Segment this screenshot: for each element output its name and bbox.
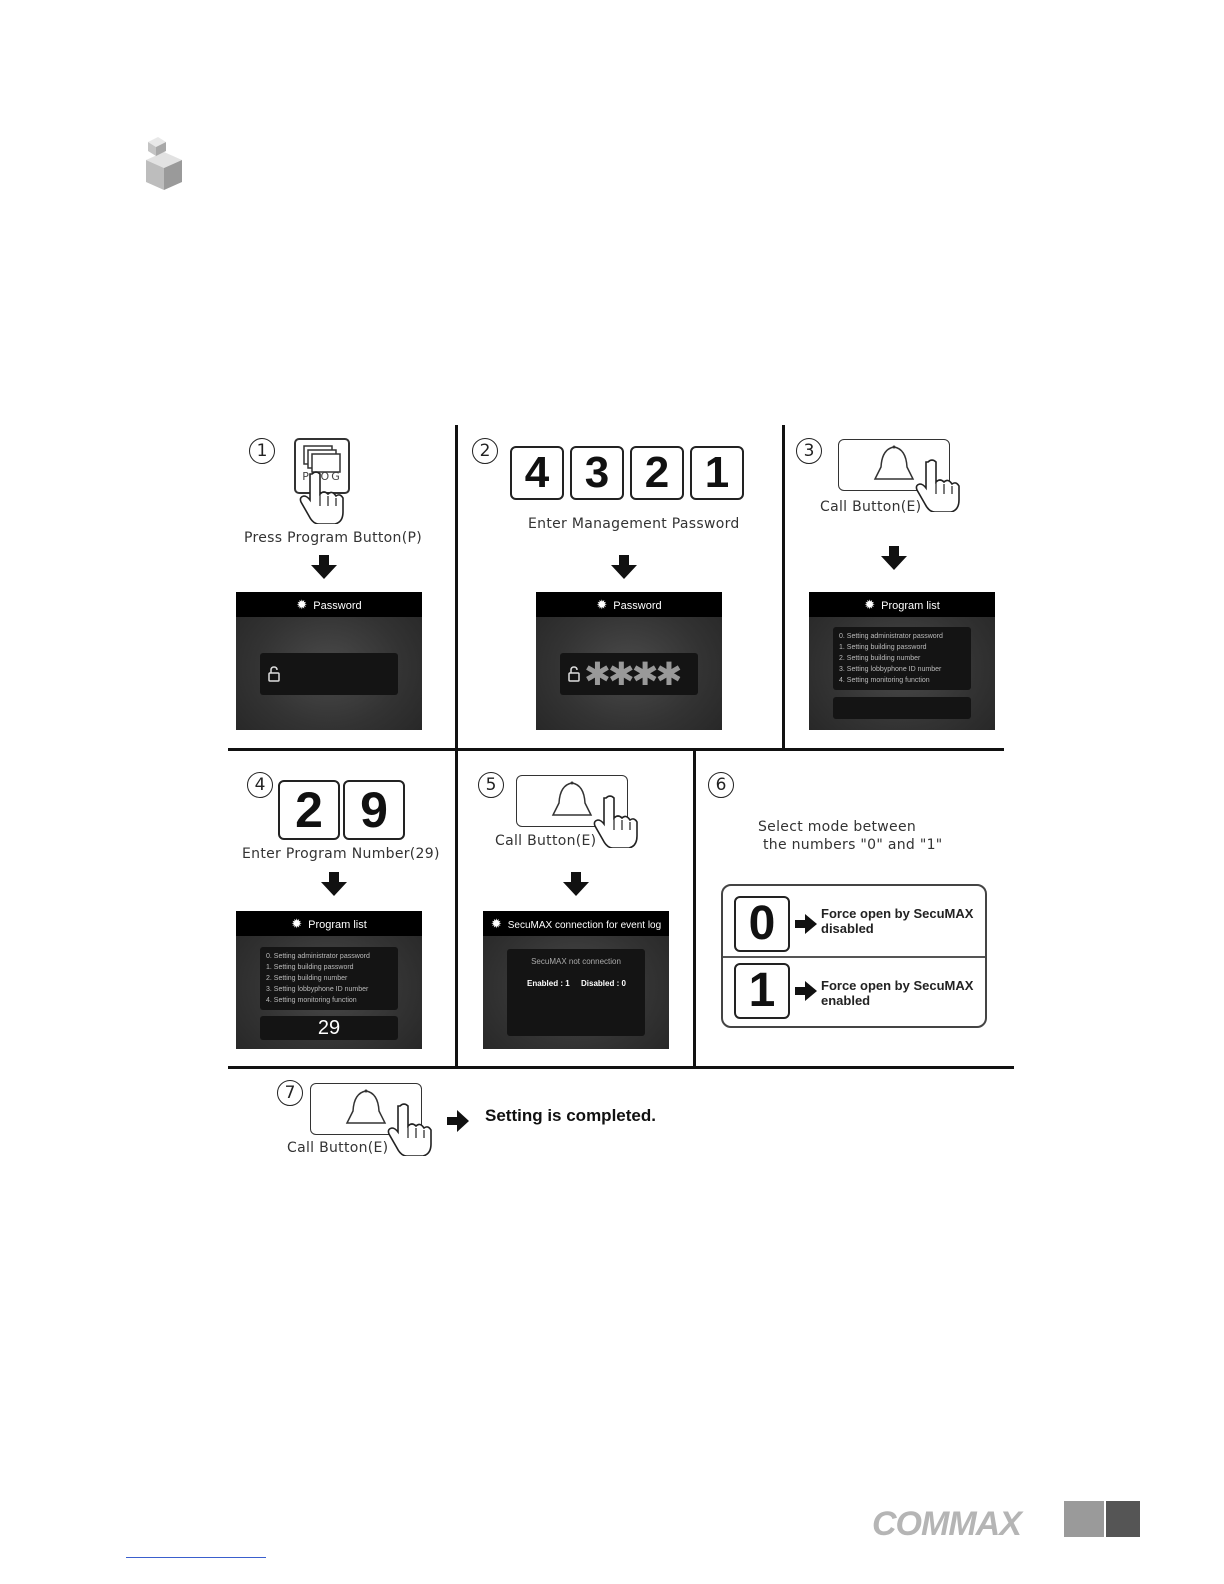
keypad-key[interactable]: 2 — [630, 446, 684, 500]
password-entered-screen — [536, 592, 722, 730]
list-item: 0. Setting administrator password — [839, 633, 943, 640]
program-list — [260, 947, 398, 1010]
screen-title: Password — [313, 600, 362, 612]
secumax-disabled-label: Disabled : 0 — [581, 979, 626, 988]
list-item: 4. Setting monitoring function — [266, 997, 357, 1004]
step-3-number: 3 — [796, 438, 822, 464]
password-screen — [236, 592, 422, 730]
arrow-right-icon — [447, 1110, 469, 1132]
mode-key[interactable]: 1 — [734, 963, 790, 1019]
list-item: 3. Setting lobbyphone ID number — [266, 986, 369, 993]
secumax-enabled-label: Enabled : 1 — [527, 979, 570, 988]
list-item: 1. Setting building password — [266, 964, 354, 971]
step-2-number: 2 — [472, 438, 498, 464]
keypad-key[interactable]: 9 — [343, 780, 405, 840]
step-3-caption: Call Button(E) — [820, 499, 922, 515]
step-5-caption: Call Button(E) — [495, 833, 597, 849]
list-item: 1. Setting building password — [839, 644, 927, 651]
divider-vertical — [693, 750, 696, 1067]
divider-horizontal — [228, 1066, 1014, 1069]
step-7-number: 7 — [277, 1080, 303, 1106]
step-4-number: 4 — [247, 772, 273, 798]
program-list-screen — [236, 911, 422, 1049]
mode-option-label: Force open by SecuMAX — [821, 978, 974, 993]
lock-open-icon — [568, 666, 580, 682]
list-item: 2. Setting building number — [266, 975, 348, 982]
secumax-panel — [507, 949, 645, 1036]
arrow-down-icon — [311, 555, 337, 579]
mode-option-state: enabled — [821, 993, 871, 1008]
keypad-key[interactable]: 4 — [510, 446, 564, 500]
step-2-caption: Enter Management Password — [528, 516, 740, 532]
bell-icon — [343, 1088, 389, 1130]
setting-completed-text: Setting is completed. — [485, 1106, 656, 1125]
mode-key[interactable]: 0 — [734, 896, 790, 952]
password-field — [560, 653, 698, 695]
step-4-caption: Enter Program Number(29) — [242, 846, 440, 862]
secumax-screen — [483, 911, 669, 1049]
step-1-caption: Press Program Button(P) — [244, 530, 422, 546]
brand-block — [1064, 1501, 1104, 1537]
step-1-number: 1 — [249, 438, 275, 464]
screen-title: Program list — [881, 600, 940, 612]
gear-icon: ✹ — [296, 597, 308, 612]
list-item: 0. Setting administrator password — [266, 953, 370, 960]
screen-title: SecuMAX connection for event log — [507, 920, 662, 931]
gear-icon: ✹ — [864, 597, 876, 612]
bell-icon — [871, 444, 917, 486]
pointing-hand-icon — [386, 1102, 432, 1156]
keypad-key[interactable]: 3 — [570, 446, 624, 500]
bell-icon — [549, 780, 595, 822]
gear-icon: ✹ — [490, 916, 502, 931]
mode-option-label: Force open by SecuMAX — [821, 906, 974, 921]
program-list-screen — [809, 592, 995, 730]
divider-horizontal — [228, 748, 1004, 751]
screen-title: Password — [613, 600, 662, 612]
brand-logo: COMMAX — [872, 1505, 1021, 1543]
pointing-hand-icon — [298, 470, 344, 524]
list-item: 4. Setting monitoring function — [839, 677, 930, 684]
gear-icon: ✹ — [596, 597, 608, 612]
arrow-right-icon — [795, 914, 817, 934]
list-item: 3. Setting lobbyphone ID number — [839, 666, 942, 673]
masked-password-icon: ✱✱✱✱ — [584, 655, 680, 693]
step-5-number: 5 — [478, 772, 504, 798]
list-item: 2. Setting building number — [839, 655, 921, 662]
footer-link-underline — [126, 1557, 266, 1558]
gear-icon: ✹ — [291, 916, 303, 931]
mode-option-state: disabled — [821, 921, 874, 936]
prog-label: PROG — [302, 470, 342, 483]
arrow-down-icon — [563, 872, 589, 896]
step-6-caption-line2: the numbers "0" and "1" — [763, 837, 943, 853]
arrow-right-icon — [795, 981, 817, 1001]
arrow-down-icon — [611, 555, 637, 579]
program-input: 29 — [260, 1016, 398, 1040]
step-7-caption: Call Button(E) — [287, 1140, 389, 1156]
secumax-status: SecuMAX not connection — [531, 957, 621, 966]
screen-title: Program list — [308, 919, 367, 931]
brand-block — [1106, 1501, 1140, 1537]
mode-options — [721, 884, 987, 1028]
password-field — [260, 653, 398, 695]
keypad-key[interactable]: 2 — [278, 780, 340, 840]
cube-icon — [140, 134, 188, 192]
divider-vertical — [782, 425, 785, 749]
pointing-hand-icon — [592, 794, 638, 848]
step-6-caption-line1: Select mode between — [758, 819, 917, 835]
divider-vertical — [455, 425, 458, 1067]
step-6-number: 6 — [708, 772, 734, 798]
program-input — [833, 697, 971, 719]
arrow-down-icon — [881, 546, 907, 570]
keypad-key[interactable]: 1 — [690, 446, 744, 500]
lock-open-icon — [268, 666, 280, 682]
program-list — [833, 627, 971, 690]
arrow-down-icon — [321, 872, 347, 896]
